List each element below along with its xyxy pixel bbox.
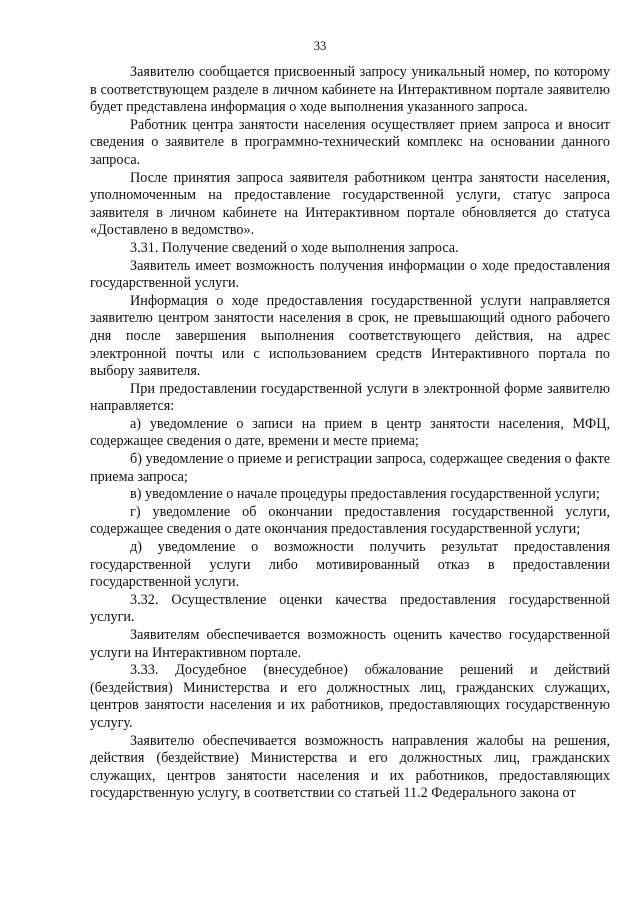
section-heading-3-31: 3.31. Получение сведений о ходе выполнения запроса. [130,239,459,256]
list-item-a: а) уведомление о записи на прием в центр занятости населения, МФЦ, содержащее сведения о дате, времени и месте приема; [90,415,610,450]
list-item-d: д) уведомление о возможности получить результат предоставления государственной услуги либо мотивированный отказ в предоставлении государственной услуги. [90,539,610,591]
paragraph-progress-info-possibility: Заявитель имеет возможность получения информации о ходе предоставления государственной услуги. [90,257,610,292]
page-number: 33 [313,39,327,53]
paragraph-assigned-request-number: Заявителю сообщается присвоенный запросу уникальный номер, по которому в соответствующем разделе в личном кабинете на Интерактивном портале заявителю будет представлена информация о ходе выполнения указанного запроса. [90,64,610,116]
section-heading-3-33: 3.33. Досудебное (внесудебное) обжалование решений и действий (бездействия) Министерства и его должностных лиц, гражданских служащих, центров занятости населения и их работников, предоставляющих государственную услугу. [90,662,610,731]
paragraph-progress-info-delivery: Информация о ходе предоставления государственной услуги направляется заявителю центром занятости населения в срок, не превышающий одного рабочего дня после завершения выполнения соответствующего действия, на адрес электронной почты или с использованием средств Интерактивного портала по выбору заявителя. [90,292,610,380]
list-item-g: г) уведомление об окончании предоставления государственной услуги, содержащее сведения о дате окончания предоставления государственной услуги; [90,503,610,538]
paragraph-electronic-notifications-intro: При предоставлении государственной услуги в электронной форме заявителю направляется: [90,380,610,415]
paragraph-quality-rating: Заявителям обеспечивается возможность оценить качество государственной услуги на Интерактивном портале. [90,627,610,661]
section-heading-3-32: 3.32. Осуществление оценки качества предоставления государственной услуги. [90,591,610,626]
paragraph-request-intake: Работник центра занятости населения осуществляет прием запроса и вносит сведения о заявителе в программно-технический комплекс на основании данного запроса. [90,116,610,168]
list-item-v: в) уведомление о начале процедуры предоставления государственной услуги; [130,486,600,503]
paragraph-status-update: После принятия запроса заявителя работником центра занятости населения, уполномоченным на предоставление государственной услуги, статус запроса заявителя в личном кабинете на Интерактивном портале обновляется до статуса «Доставлено в ведомство». [90,169,610,239]
list-item-b: б) уведомление о приеме и регистрации запроса, содержащее сведения о факте приема запроса; [90,451,610,485]
paragraph-complaint-possibility: Заявителю обеспечивается возможность направления жалобы на решения, действия (бездействие) Министерства и его должностных лиц, гражданских служащих, центров занятости населения и их работников, предоставляющих государственную услугу, в соответствии со статьей 11.2 Федерального закона от [90,732,610,802]
document-body [90,64,610,803]
